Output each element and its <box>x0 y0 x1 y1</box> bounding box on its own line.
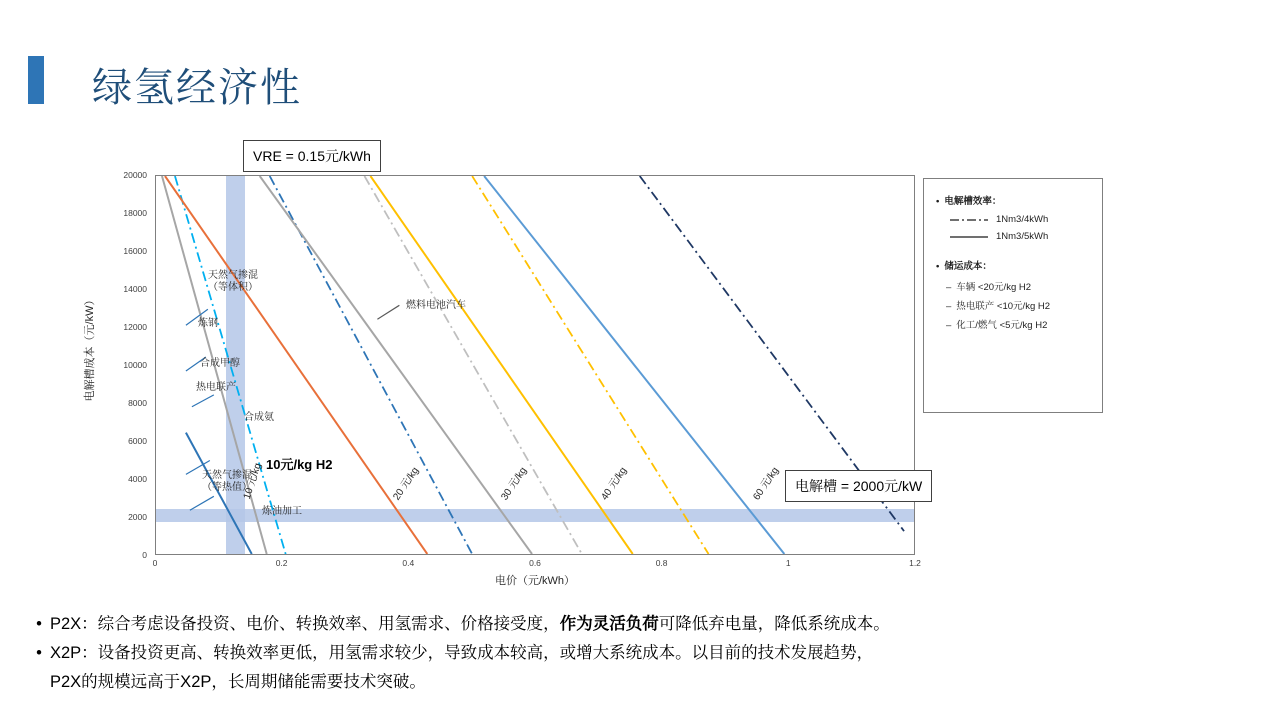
title-accent-bar <box>28 56 44 104</box>
y-tick: 12000 <box>123 322 147 332</box>
x-tick: 0.8 <box>655 558 668 568</box>
y-axis-ticks <box>95 170 151 560</box>
isocost-label-30: 30 元/kg <box>499 465 530 503</box>
x-tick: 0.2 <box>275 558 288 568</box>
y-tick: 0 <box>142 550 147 560</box>
isocost-label-40: 40 元/kg <box>599 465 630 503</box>
y-tick: 8000 <box>128 398 147 408</box>
annotation-fcev: 燃料电池汽车 <box>406 300 466 311</box>
annotation-chp: 热电联产 <box>196 382 236 393</box>
annotation-refining: 炼油加工 <box>262 506 302 517</box>
bullet-text-part: X2P：设备投资更高、转换效率更低，用氢需求较少，导致成本较高，或增大系统成本。以目前的技术发展趋势， <box>50 643 874 662</box>
bullet-list <box>28 612 1258 694</box>
bullet-text <box>50 641 1258 666</box>
legend-label: 1Nm3/5kWh <box>996 231 1049 242</box>
bullet-marker: • <box>36 643 42 662</box>
x-tick: 0.4 <box>402 558 415 568</box>
callout-electrolyzer-cost: 电解槽 = 2000元/kW <box>785 470 932 502</box>
annotation-10-yuan-h2: 10元/kg H2 <box>266 457 333 472</box>
isocost-label-10: 10 元/kg <box>241 461 264 501</box>
x-tick: 1 <box>785 558 791 568</box>
bullet-marker: • <box>36 615 42 633</box>
x-tick: 0 <box>152 558 158 568</box>
legend-efficiency-header: • 电解槽效率： <box>936 193 1092 207</box>
bullet-continuation: P2X的规模远高于X2P，长周期储能需要技术突破。 <box>50 672 426 691</box>
legend-item-4kwh <box>950 214 1092 225</box>
y-tick: 10000 <box>123 360 147 370</box>
y-tick: 6000 <box>128 436 147 446</box>
annotation-ng-blend-heat: 天然气掺混 （等热值） <box>202 470 252 493</box>
annotation-methanol: 合成甲醇 <box>200 358 240 369</box>
legend-item-5kwh <box>950 231 1092 242</box>
chart-legend <box>923 178 1103 413</box>
page-title: 绿氢经济性 <box>92 65 302 110</box>
legend-label: 1Nm3/4kWh <box>996 214 1049 225</box>
legend-storage-item-chp: – 热电联产 <10元/kg H2 <box>946 298 1092 312</box>
bullet-text-part: P2X：综合考虑设备投资、电价、转换效率、用氢需求、价格接受度， <box>50 615 560 633</box>
x-tick: 1.2 <box>909 558 921 568</box>
callout-vre-price: VRE = 0.15元/kWh <box>243 140 381 172</box>
dashdot-line-icon <box>950 216 988 224</box>
annotation-steel: 炼钢 <box>198 318 218 329</box>
y-axis-title: 电解槽成本（元/kW） <box>84 294 96 402</box>
y-tick: 18000 <box>123 208 147 218</box>
isocost-label-20: 20 元/kg <box>391 465 422 503</box>
bullet-text-emphasis: 作为灵活负荷 <box>559 615 659 633</box>
y-tick: 20000 <box>123 170 147 180</box>
x-tick: 0.6 <box>529 558 541 568</box>
legend-storage-item-chemical: – 化工/燃气 <5元/kg H2 <box>946 317 1092 331</box>
y-tick: 4000 <box>128 474 147 484</box>
annotation-ammonia: 合成氨 <box>244 412 274 423</box>
y-tick: 16000 <box>123 246 147 256</box>
bullet-item-x2p <box>28 641 1258 666</box>
y-tick: 2000 <box>128 512 147 522</box>
y-tick: 14000 <box>123 284 147 294</box>
legend-storage-header: • 储运成本： <box>936 258 1092 272</box>
isocost-label-60: 60 元/kg <box>751 465 782 503</box>
annotation-ng-blend-volume: 天然气掺混 （等体积） <box>208 270 258 293</box>
x-axis-title: 电价（元/kWh） <box>494 575 576 587</box>
solid-line-icon <box>950 233 988 241</box>
bullet-item-p2x <box>28 612 1258 637</box>
bullet-text <box>50 612 1258 637</box>
legend-storage-item-vehicle: – 车辆 <20元/kg H2 <box>946 279 1092 293</box>
bullet-text-part: 可降低弃电量，降低系统成本。 <box>658 615 890 633</box>
chart-container <box>84 140 1105 587</box>
